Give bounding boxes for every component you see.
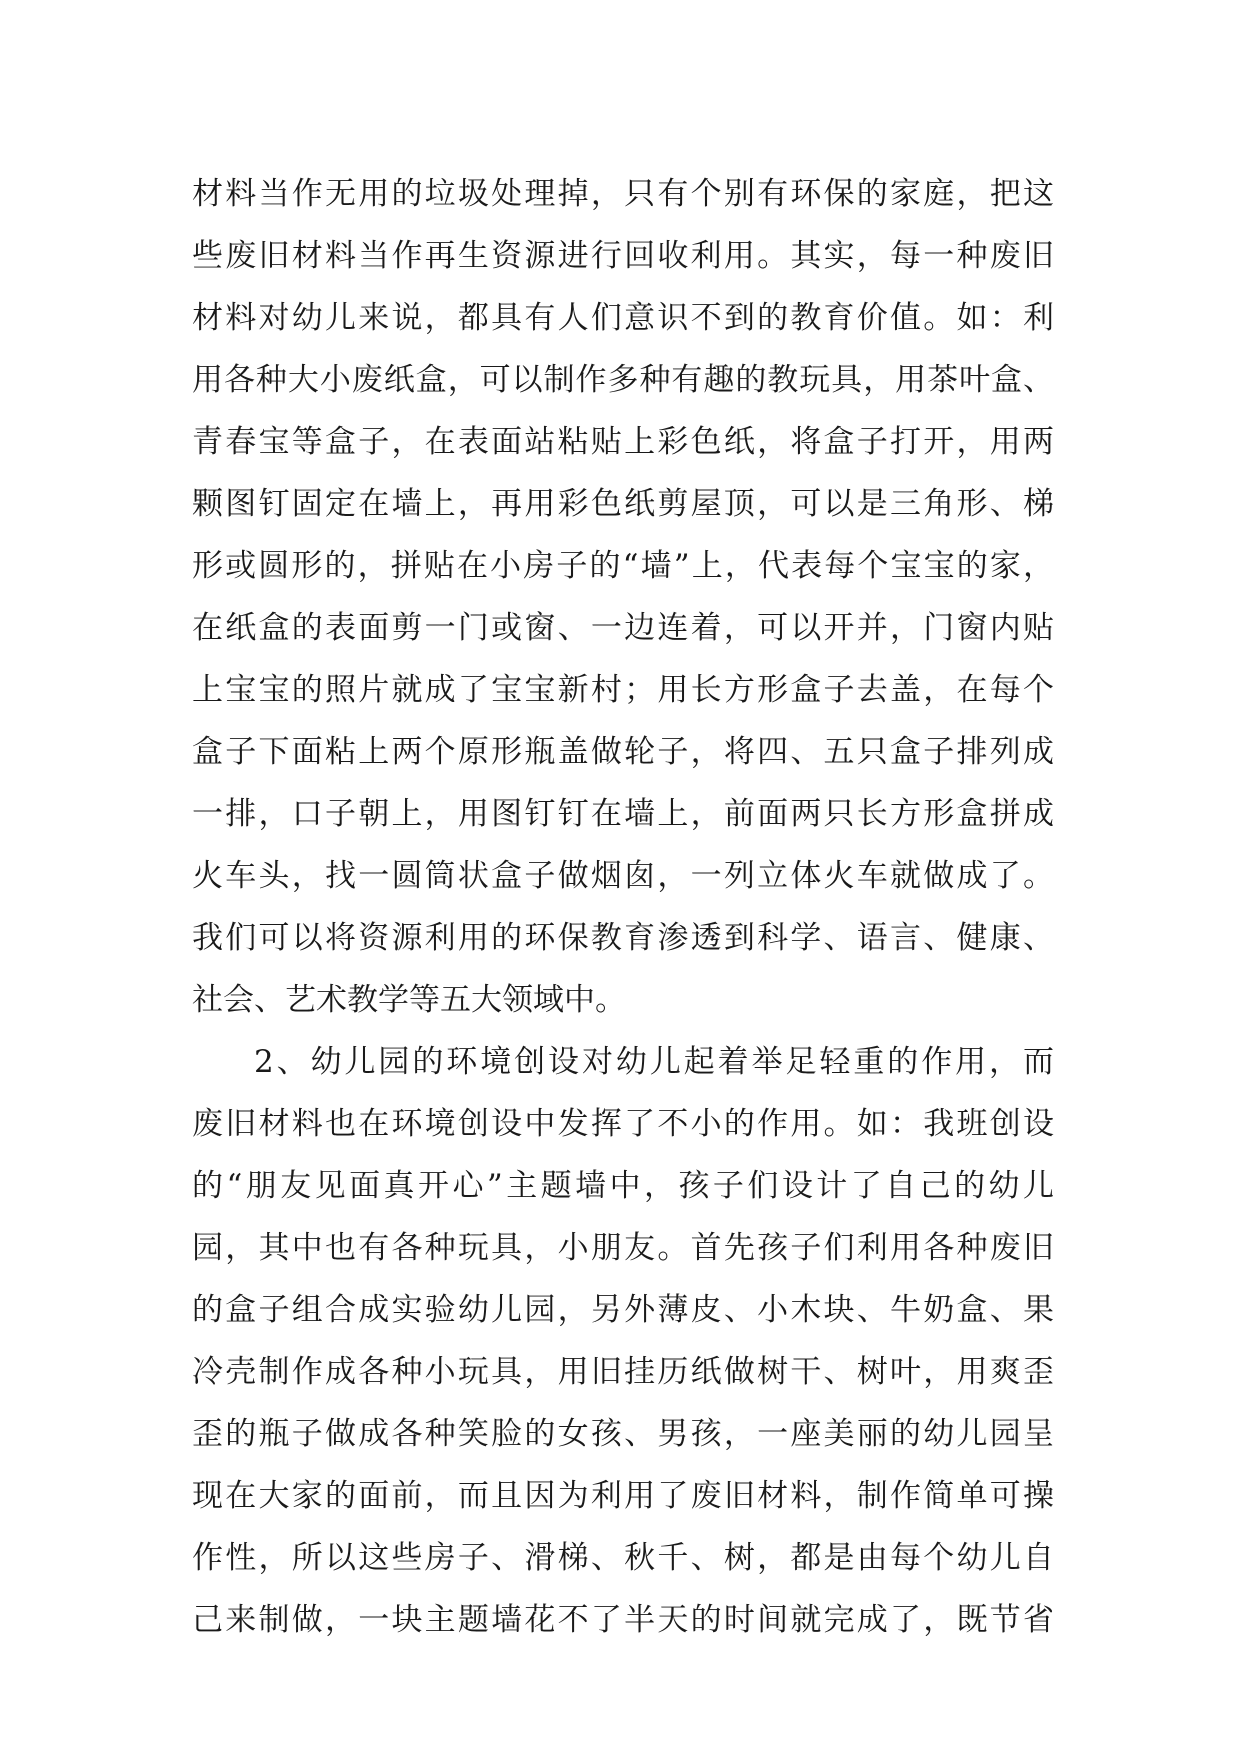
- body-text: [192, 163, 1054, 1651]
- text-line: 一排，口子朝上，用图钉钉在墙上，前面两只长方形盒拼成: [192, 796, 1054, 832]
- text-line: 些废旧材料当作再生资源进行回收利用。其实，每一种废旧: [192, 238, 1054, 274]
- text-line: 冷壳制作成各种小玩具，用旧挂历纸做树干、树叶，用爽歪: [192, 1354, 1054, 1390]
- text-line: 社会、艺术教学等五大领域中。: [192, 982, 626, 1018]
- text-line: 废旧材料也在环境创设中发挥了不小的作用。如：我班创设: [192, 1106, 1054, 1142]
- text-line: 材料当作无用的垃圾处理掉，只有个别有环保的家庭，把这: [192, 176, 1054, 212]
- text-line: 现在大家的面前，而且因为利用了废旧材料，制作简单可操: [192, 1478, 1054, 1514]
- text-line: 盒子下面粘上两个原形瓶盖做轮子，将四、五只盒子排列成: [192, 734, 1054, 770]
- text-line: 歪的瓶子做成各种笑脸的女孩、男孩，一座美丽的幼儿园呈: [192, 1416, 1054, 1452]
- paragraph-2: [192, 1031, 1054, 1651]
- paragraph-1: [192, 163, 1054, 1031]
- text-line: 颗图钉固定在墙上，再用彩色纸剪屋顶，可以是三角形、梯: [192, 486, 1054, 522]
- text-line: 形或圆形的，拼贴在小房子的“墙”上，代表每个宝宝的家，: [192, 548, 1054, 584]
- text-line: 我们可以将资源利用的环保教育渗透到科学、语言、健康、: [192, 920, 1054, 956]
- text-line: 用各种大小废纸盒，可以制作多种有趣的教玩具，用茶叶盒、: [192, 362, 1054, 398]
- text-line: 己来制做，一块主题墙花不了半天的时间就完成了，既节省: [192, 1602, 1054, 1638]
- text-line: 的“朋友见面真开心”主题墙中，孩子们设计了自己的幼儿: [192, 1168, 1054, 1204]
- text-line: 在纸盒的表面剪一门或窗、一边连着，可以开并，门窗内贴: [192, 610, 1054, 646]
- text-line: 作性，所以这些房子、滑梯、秋千、树，都是由每个幼儿自: [192, 1540, 1054, 1576]
- text-line: 的盒子组合成实验幼儿园，另外薄皮、小木块、牛奶盒、果: [192, 1292, 1054, 1328]
- text-line: 2、幼儿园的环境创设对幼儿起着举足轻重的作用，而: [254, 1044, 1054, 1080]
- text-line: 火车头，找一圆筒状盒子做烟囱，一列立体火车就做成了。: [192, 858, 1054, 894]
- text-line: 园，其中也有各种玩具，小朋友。首先孩子们利用各种废旧: [192, 1230, 1054, 1266]
- text-line: 上宝宝的照片就成了宝宝新村；用长方形盒子去盖，在每个: [192, 672, 1054, 708]
- text-line: 材料对幼儿来说，都具有人们意识不到的教育价值。如：利: [192, 300, 1054, 336]
- text-line: 青春宝等盒子，在表面站粘贴上彩色纸，将盒子打开，用两: [192, 424, 1054, 460]
